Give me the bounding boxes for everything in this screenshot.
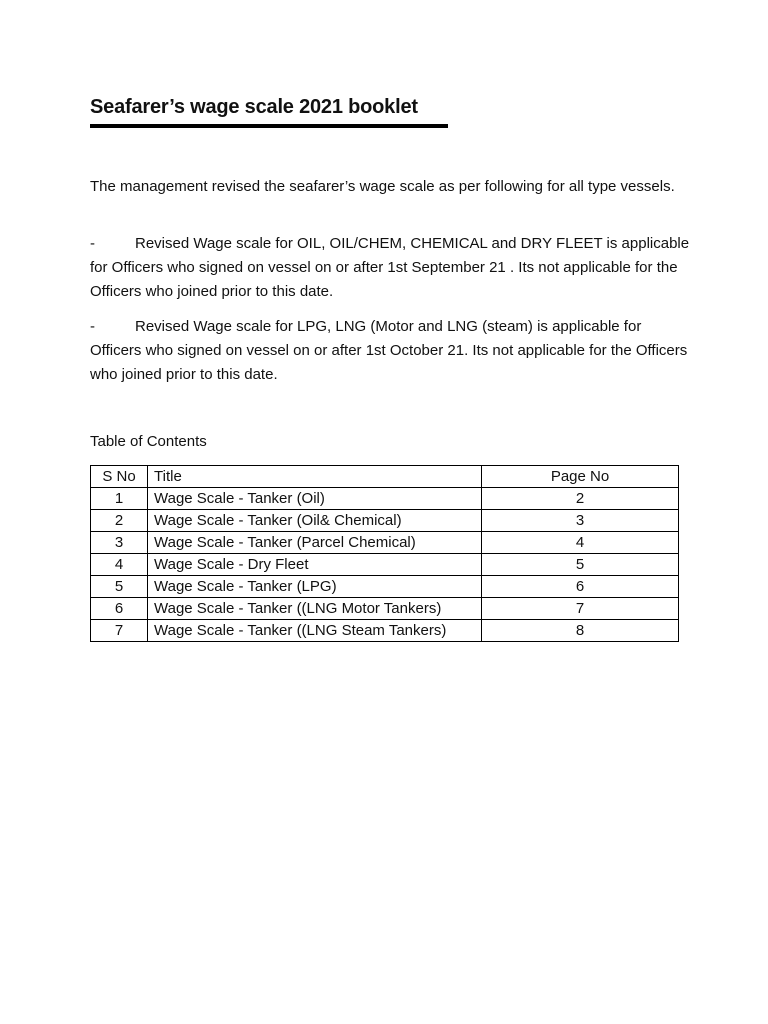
toc-page-cell: 6 [482, 576, 679, 598]
toc-page-cell: 8 [482, 620, 679, 642]
table-row [91, 532, 679, 554]
bullet-marker: - [90, 318, 95, 335]
column-header-sno: S No [91, 466, 148, 488]
page-title: Seafarer’s wage scale 2021 booklet [90, 96, 418, 118]
toc-header-row [91, 466, 679, 488]
toc-table [90, 465, 679, 642]
table-row [91, 510, 679, 532]
toc-title-cell: Wage Scale - Tanker (LPG) [148, 576, 482, 598]
title-underline [90, 124, 448, 128]
toc-title-cell: Wage Scale - Tanker ((LNG Motor Tankers) [148, 598, 482, 620]
toc-title-cell: Wage Scale - Tanker ((LNG Steam Tankers) [148, 620, 482, 642]
column-header-title: Title [148, 466, 482, 488]
toc-heading: Table of Contents [90, 433, 207, 450]
toc-sno-cell: 1 [91, 488, 148, 510]
toc-title-cell: Wage Scale - Tanker (Parcel Chemical) [148, 532, 482, 554]
toc-sno-cell: 4 [91, 554, 148, 576]
toc-page-cell: 7 [482, 598, 679, 620]
table-row [91, 620, 679, 642]
table-row [91, 554, 679, 576]
bullet-text: Revised Wage scale for OIL, OIL/CHEM, CHEMICAL and DRY FLEET is applicable for Officers who signed on vessel on or after 1st September 21 . Its not applicable for the Officers who joined prior to this date. [90, 235, 690, 300]
toc-page-cell: 2 [482, 488, 679, 510]
toc-page-cell: 4 [482, 532, 679, 554]
bullet-text: Revised Wage scale for LPG, LNG (Motor and LNG (steam) is applicable for Officers who signed on vessel on or after 1st October 21. Its not applicable for the Officers who joined prior to this date. [90, 318, 688, 383]
toc-title-cell: Wage Scale - Tanker (Oil& Chemical) [148, 510, 482, 532]
toc-title-cell: Wage Scale - Tanker (Oil) [148, 488, 482, 510]
table-row [91, 488, 679, 510]
toc-sno-cell: 5 [91, 576, 148, 598]
toc-sno-cell: 6 [91, 598, 148, 620]
toc-sno-cell: 3 [91, 532, 148, 554]
bullet-item-oil-dry-fleet [90, 232, 690, 304]
toc-page-cell: 5 [482, 554, 679, 576]
table-row [91, 576, 679, 598]
bullet-item-lpg-lng [90, 315, 690, 387]
bullet-marker: - [90, 235, 95, 252]
toc-title-cell: Wage Scale - Dry Fleet [148, 554, 482, 576]
toc-sno-cell: 7 [91, 620, 148, 642]
toc-sno-cell: 2 [91, 510, 148, 532]
intro-paragraph: The management revised the seafarer’s wage scale as per following for all type vessels. [90, 178, 675, 195]
table-row [91, 598, 679, 620]
toc-page-cell: 3 [482, 510, 679, 532]
column-header-page-no: Page No [482, 466, 679, 488]
